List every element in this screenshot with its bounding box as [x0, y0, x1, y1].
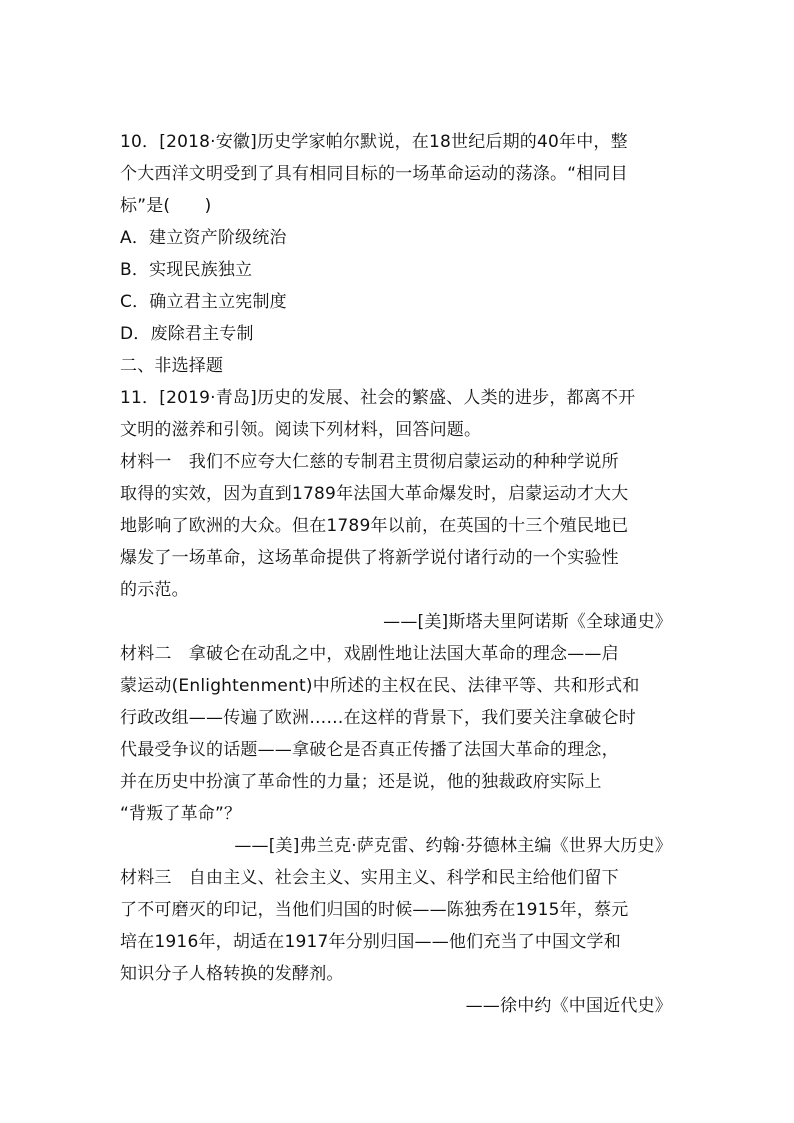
material-2	[120, 638, 672, 862]
material-3-line-3: 培在1916年，胡适在1917年分别归国——他们充当了中国文学和	[120, 932, 621, 952]
material-3-line-4: 知识分子人格转换的发酵剂。	[120, 964, 344, 984]
material-2-line-6: “背叛了革命”？	[120, 804, 242, 824]
material-2-source: ——[美]弗兰克·萨克雷、约翰·芬德林主编《世界大历史》	[234, 836, 672, 856]
material-2-line-1: 材料二 拿破仑在动乱之中，戏剧性地让法国大革命的理念——启	[120, 644, 619, 664]
material-3-line-1: 材料三 自由主义、社会主义、实用主义、科学和民主给他们留下	[120, 868, 619, 888]
question-10-line-1: 10．[2018·安徽]历史学家帕尔默说，在18世纪后期的40年中，整	[120, 132, 628, 152]
document-page	[120, 126, 672, 1022]
material-2-line-5: 并在历史中扮演了革命性的力量；还是说，他的独裁政府实际上	[120, 772, 602, 792]
question-11-line-2: 文明的滋养和引领。阅读下列材料，回答问题。	[120, 420, 482, 440]
material-1-line-5: 的示范。	[120, 580, 189, 600]
material-3-line-2: 了不可磨灭的印记，当他们归国的时候——陈独秀在1915年，蔡元	[120, 900, 629, 920]
question-10	[120, 126, 672, 350]
question-10-line-2: 个大西洋文明受到了具有相同目标的一场革命运动的荡涤。“相同目	[120, 164, 628, 184]
material-1	[120, 446, 672, 638]
material-1-line-4: 爆发了一场革命，这场革命提供了将新学说付诸行动的一个实验性	[120, 548, 619, 568]
question-10-line-3: 标”是( )	[120, 196, 212, 216]
material-1-source: ——[美]斯塔夫里阿诺斯《全球通史》	[383, 612, 672, 632]
material-1-line-2: 取得的实效，因为直到1789年法国大革命爆发时，启蒙运动才大大	[120, 484, 629, 504]
material-2-line-4: 代最受争议的话题——拿破仑是否真正传播了法国大革命的理念，	[120, 740, 619, 760]
question-11-line-1: 11．[2019·青岛]历史的发展、社会的繁盛、人类的进步，都离不开	[120, 388, 636, 408]
option-d: D．废除君主专制	[120, 324, 254, 344]
material-2-line-3: 行政改组——传遍了欧洲……在这样的背景下，我们要关注拿破仑时	[120, 708, 636, 728]
material-3-source: ——徐中约《中国近代史》	[465, 996, 672, 1016]
option-c: C．确立君主立宪制度	[120, 292, 287, 312]
question-11	[120, 382, 672, 446]
option-a: A．建立资产阶级统治	[120, 228, 287, 248]
material-3	[120, 862, 672, 1022]
option-b: B．实现民族独立	[120, 260, 253, 280]
section-title: 二、非选择题	[120, 356, 224, 376]
material-2-line-2: 蒙运动(Enlightenment)中所述的主权在民、法律平等、共和形式和	[120, 676, 640, 696]
material-1-line-1: 材料一 我们不应夸大仁慈的专制君主贯彻启蒙运动的种种学说所	[120, 452, 619, 472]
material-1-line-3: 地影响了欧洲的大众。但在1789年以前，在英国的十三个殖民地已	[120, 516, 629, 536]
